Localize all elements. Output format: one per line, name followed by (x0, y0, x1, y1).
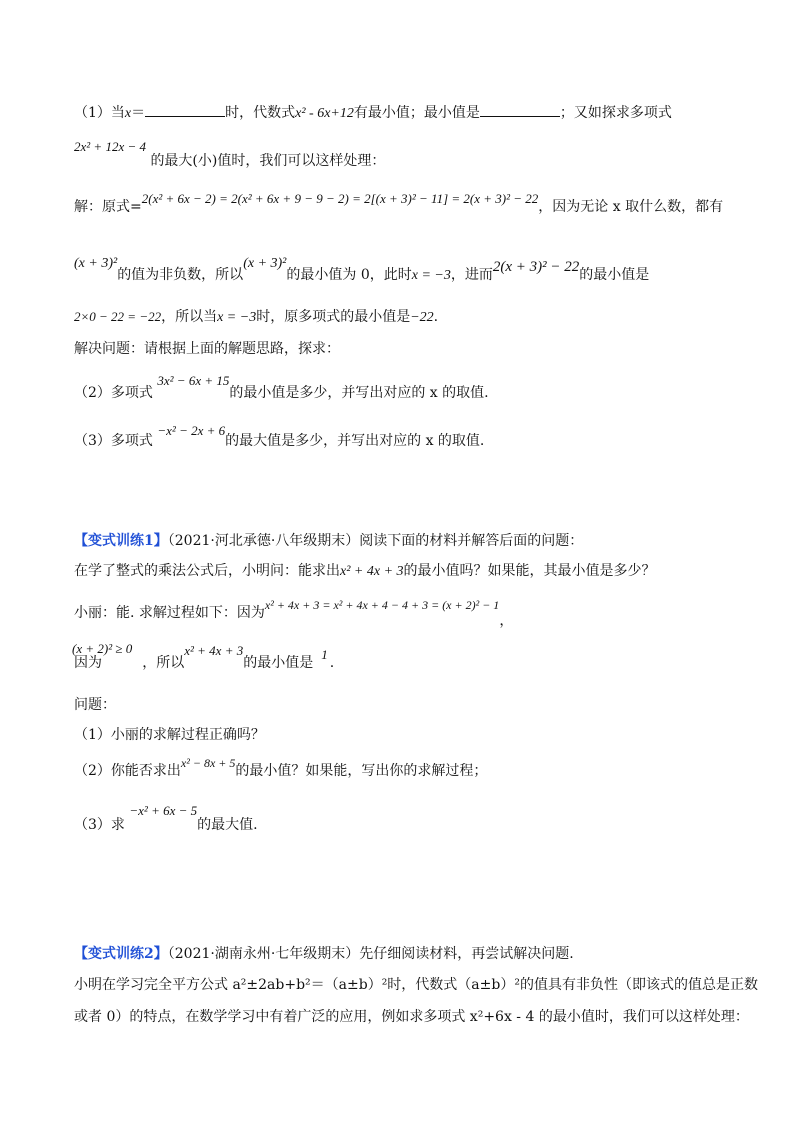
min-val: −22 (410, 310, 434, 325)
nonneg-expr3: x = −3 (411, 268, 451, 283)
q1-prefix: （1）当 (74, 105, 125, 121)
q3-line (74, 423, 485, 449)
min-expr: 2×0 − 22 = −22 (74, 309, 162, 324)
exercise1-q2 (74, 756, 488, 779)
q2-expr: 3x² − 6x + 15 (157, 373, 230, 388)
nonneg-t4: 的最小值是 (579, 267, 650, 283)
exercise1-q2-tail: 的最小值？如果能，写出你的求解过程； (235, 763, 488, 779)
exercise1-l3-mid: ，所以 (142, 655, 185, 671)
exercise2-source: （2021·湖南永州·七年级期末）先仔细阅读材料，再尝试解决问题. (167, 946, 574, 962)
nonneg-expr1: (x + 3)² (74, 256, 118, 271)
q1-tail: ；又如探求多项式 (559, 105, 672, 121)
q2-prefix: （2）多项式 (74, 385, 153, 401)
q1-var: x (124, 106, 132, 121)
nonneg-line (74, 256, 650, 283)
exercise1-l1-tail: 的最小值吗？如果能，其最小值是多少？ (403, 563, 656, 579)
nonneg-t1: 的值为非负数，所以 (117, 267, 244, 283)
min-t2: 时，原多项式的最小值是 (256, 309, 411, 325)
exercise1-q3 (74, 803, 258, 833)
exercise2-header (74, 947, 574, 961)
poly-expr: 2x² + 12x − 4 (74, 139, 146, 154)
exercise1-header (74, 534, 583, 548)
exercise1-l3-mid2: 的最小值是 (243, 655, 314, 671)
solution-prefix: 解：原式= (74, 199, 142, 215)
q1-eq: ＝ (131, 105, 146, 121)
q3-prefix: （3）多项式 (74, 433, 153, 449)
nonneg-t2: 的最小值为 0，此时 (286, 267, 412, 283)
exercise1-q2-expr: x² − 8x + 5 (180, 756, 236, 770)
exercise1-q3-expr: −x² + 6x − 5 (129, 803, 198, 818)
exercise1-tag: 【变式训练1】 (74, 533, 168, 549)
exercise1-l1-text: 在学了整式的乘法公式后，小明问：能求出 (74, 563, 340, 579)
solve-intro: 解决问题：请根据上面的解题思路，探求： (74, 341, 340, 357)
q1-expr: x² - 6x+12 (295, 106, 354, 121)
exercise1-l2-expr: x² + 4x + 3 = x² + 4x + 4 − 4 + 3 = (x + 2)² − 1 (264, 598, 500, 612)
exercise1-q1: （1）小丽的求解过程正确吗？ (74, 727, 265, 743)
min-expr2: x = −3 (217, 310, 257, 325)
nonneg-t3: ，进而 (450, 267, 493, 283)
q2-line (74, 373, 489, 401)
solution-expr: 2(x² + 6x − 2) = 2(x² + 6x + 9 − 9 − 2) = 2[(x + 3)² − 11] = 2(x + 3)² − 22 (141, 191, 539, 206)
solution-line (74, 191, 724, 215)
exercise1-source: （2021·河北承德·八年级期末）阅读下面的材料并解答后面的问题： (167, 533, 584, 549)
q1-line (74, 104, 672, 121)
exercise1-l1 (74, 564, 656, 579)
exercise1-q3-prefix: （3）求 (74, 817, 125, 833)
min-line (74, 310, 438, 325)
exercise1-l3-expr2: x² + 4x + 3 (184, 643, 244, 658)
q3-tail: 的最大值是多少，并写出对应的 x 的取值. (225, 433, 485, 449)
q2-tail: 的最小值是多少，并写出对应的 x 的取值. (229, 385, 489, 401)
exercise1-l2 (74, 598, 514, 629)
solution-tail: ，因为无论 x 取什么数，都有 (538, 199, 724, 215)
exercise1-q3-tail: 的最大值. (197, 817, 258, 833)
exercise1-l3 (72, 641, 344, 671)
nonneg-expr4: 2(x + 3)² − 22 (492, 259, 580, 275)
q3-expr: −x² − 2x + 6 (157, 423, 226, 438)
exercise2-l1: 小明在学习完全平方公式 a²±2ab+b²＝（a±b）²时，代数式（a±b）²的值具有非负性（即该式的值总是正数 (74, 977, 758, 993)
exercise1-q2-prefix: （2）你能否求出 (74, 763, 181, 779)
poly-text: 的最大(小)值时，我们可以这样处理： (150, 153, 386, 169)
question-label: 问题： (74, 697, 116, 713)
min-end: . (433, 309, 439, 325)
exercise1-l1-expr: x² + 4x + 3 (340, 564, 404, 579)
nonneg-expr2: (x + 3)² (243, 256, 287, 271)
exercise1-l3-val: 1 (321, 647, 328, 662)
exercise1-l3-expr: (x + 2)² ≥ 0 (72, 641, 133, 656)
answer-blank-2[interactable] (480, 104, 560, 117)
poly-line (74, 139, 386, 169)
exercise1-l3-text: 因为 (74, 655, 102, 671)
exercise2-l2: 或者 0）的特点，在数学学习中有着广泛的应用，例如求多项式 x²+6x - 4 的最小值时，我们可以这样处理： (74, 1009, 749, 1025)
q1-mid2: 有最小值；最小值是 (353, 105, 480, 121)
min-t1: ，所以当 (161, 309, 218, 325)
exercise2-tag: 【变式训练2】 (74, 946, 168, 962)
q1-mid: 时，代数式 (225, 105, 296, 121)
answer-blank-1[interactable] (145, 104, 225, 117)
exercise1-l2-text: 小丽：能. 求解过程如下：因为 (74, 605, 265, 621)
exercise1-l3-end: . (329, 655, 335, 671)
exercise1-l2-tail: ， (499, 613, 514, 629)
